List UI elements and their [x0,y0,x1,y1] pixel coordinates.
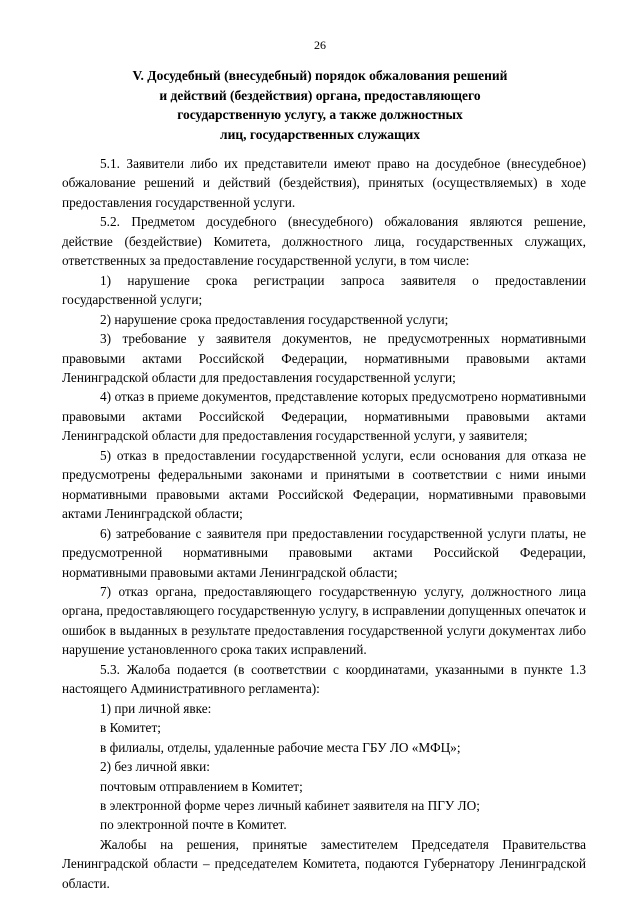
paragraph-governor: Жалобы на решения, принятые заместителем Председателя Правительства Ленинградской области – председателем Комитета, подаются Губернатору Ленинградской области. [62,836,586,891]
list-item-5: 5) отказ в предоставлении государственной услуги, если основания для отказа не предусмотрены федеральными законами и принятыми в соответствии с ними иными нормативными правовыми актами Российской Федерации, нормативными правовыми актами Ленинградской области; [62,447,586,522]
list-item-7: 7) отказ органа, предоставляющего государственную услугу, должностного лица органа, предоставляющего государственную услугу, в исправлении допущенных опечаток и ошибок в выданных в результате предоставления государственной услуги документах либо нарушение установленного срока таких исправлений. [62,583,586,658]
section-heading [100,66,540,144]
paragraph-5-3: 5.3. Жалоба подается (в соответствии с координатами, указанными в пункте 1.3 настоящего Административного регламента): [62,661,586,697]
list-item-1: 1) нарушение срока регистрации запроса заявителя о предоставлении государственной услуги; [62,272,586,308]
list-item-6: 6) затребование с заявителя при предоставлении государственной услуги платы, не предусмотренной нормативными правовыми актами Российской Федерации, нормативными правовыми актами Ленинградской области; [62,525,586,580]
submission-item-email: по электронной почте в Комитет. [100,817,287,833]
document-body [62,154,586,893]
submission-item-in-person: 1) при личной явке: [100,700,212,716]
heading-line: государственную услугу, а также должностных [177,107,463,122]
submission-item-portal: в электронной форме через личный кабинет заявителя на ПГУ ЛО; [100,797,480,813]
paragraph-5-1: 5.1. Заявители либо их представители имеют право на досудебное (внесудебное) обжалование решений и действий (бездействия), принятых (осуществляемых) в ходе предоставления государственной услуги. [62,156,586,210]
submission-item-remote: 2) без личной явки: [100,759,210,775]
page-number: 26 [314,38,326,52]
list-item-3: 3) требование у заявителя документов, не предусмотренных нормативными правовыми актами Российской Федерации, нормативными правовыми актами Ленинградской области для предоставления государственной услуги; [62,331,586,385]
paragraph-5-2: 5.2. Предметом досудебного (внесудебного) обжалования являются решение, действие (бездействие) Комитета, должностного лица, государственных служащих, ответственных за предоставление государственной услуги, в том числе: [62,214,586,269]
heading-line: V. Досудебный (внесудебный) порядок обжалования решений [132,68,508,83]
list-item-2: 2) нарушение срока предоставления государственной услуги; [100,311,449,327]
heading-line: лиц, государственных служащих [220,126,420,142]
submission-item-committee: в Комитет; [100,720,161,736]
heading-line: и действий (бездействия) органа, предоставляющего [159,87,481,103]
submission-item-mfc: в филиалы, отделы, удаленные рабочие места ГБУ ЛО «МФЦ»; [100,739,461,755]
list-item-4: 4) отказ в приеме документов, представление которых предусмотрено нормативными правовыми актами Российской Федерации, нормативными правовыми актами Ленинградской области для предоставления государственной услуги, у заявителя; [62,389,586,444]
submission-item-post: почтовым отправлением в Комитет; [100,778,303,794]
